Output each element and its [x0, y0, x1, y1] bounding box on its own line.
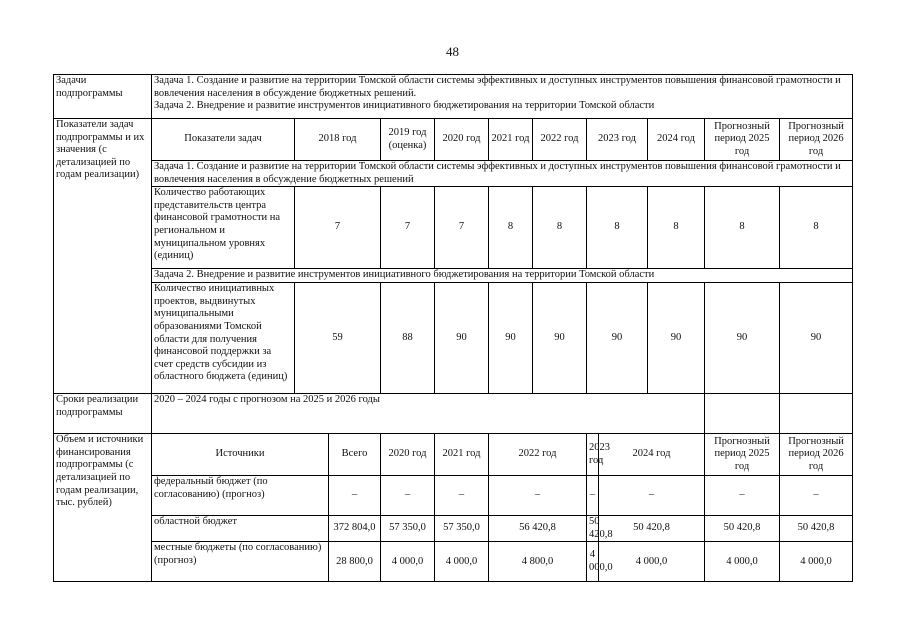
fund-row-1-source: федеральный бюджет (по согласованию) (прогноз): [152, 476, 329, 516]
ind-row-2-2018: 59: [295, 283, 381, 394]
fund-row-1-2022: –: [489, 476, 587, 516]
ind-row-1-2018: 7: [295, 187, 381, 269]
fund-header-2022: 2022 год: [489, 434, 587, 476]
ind-task-2-title: Задача 2. Внедрение и развитие инструментов инициативного бюджетирования на территории Томской области: [152, 269, 853, 283]
ind-task-1-title: Задача 1. Создание и развитие на территории Томской области системы эффективных и доступных инструментов повышения финансовой грамотности и вовлечения населения в обсуждение бюджетных решений: [152, 161, 853, 187]
fund-row-2-2026: 50 420,8: [780, 516, 853, 542]
terms-empty-2026: [780, 394, 853, 434]
fund-row-2-2024: 50 420,8: [599, 516, 705, 542]
ind-row-1-2019: 7: [381, 187, 435, 269]
fund-row-1-2024: –: [599, 476, 705, 516]
ind-row-2-2025: 90: [705, 283, 780, 394]
fund-row-3-source: местные бюджеты (по согласованию) (прогноз): [152, 542, 329, 582]
ind-row-1-name: Количество работающих представительств центра финансовой грамотности на региональном и муниципальном уровнях (единиц): [152, 187, 295, 269]
ind-header-name: Показатели задач: [152, 119, 295, 161]
ind-row-1-2023: 8: [587, 187, 648, 269]
ind-row-1-2024: 8: [648, 187, 705, 269]
fund-row-3-2023: 4 000,0: [587, 542, 599, 582]
ind-row-1-2020: 7: [435, 187, 489, 269]
fund-row-1-2025: –: [705, 476, 780, 516]
fund-row-2-2020: 57 350,0: [381, 516, 435, 542]
ind-header-2024: 2024 год: [648, 119, 705, 161]
ind-header-2023: 2023 год: [587, 119, 648, 161]
ind-header-2019: 2019 год (оценка): [381, 119, 435, 161]
ind-row-2-2022: 90: [533, 283, 587, 394]
ind-header-2026: Прогнозный период 2026 год: [780, 119, 853, 161]
ind-row-1-2021: 8: [489, 187, 533, 269]
fund-row-1-2023: –: [587, 476, 599, 516]
fund-row-2-2021: 57 350,0: [435, 516, 489, 542]
ind-header-2020: 2020 год: [435, 119, 489, 161]
fund-row-1-2021: –: [435, 476, 489, 516]
fund-row-2-2022: 56 420,8: [489, 516, 587, 542]
fund-header-2021: 2021 год: [435, 434, 489, 476]
fund-header-2026: Прогнозный период 2026 год: [780, 434, 853, 476]
fund-header-2020: 2020 год: [381, 434, 435, 476]
fund-row-3-2022: 4 800,0: [489, 542, 587, 582]
task-1-text: Задача 1. Создание и развитие на территории Томской области системы эффективных и доступных инструментов повышения финансовой грамотности и вовлечения населения в обсуждение бюджетных решений.: [154, 75, 841, 99]
ind-row-2-2019: 88: [381, 283, 435, 394]
ind-row-2-2024: 90: [648, 283, 705, 394]
ind-header-2025: Прогнозный период 2025 год: [705, 119, 780, 161]
ind-row-2-2021: 90: [489, 283, 533, 394]
subprogram-passport-table: [53, 74, 853, 582]
fund-row-1-2020: –: [381, 476, 435, 516]
terms-empty-2025: [705, 394, 780, 434]
fund-header-total: Всего: [329, 434, 381, 476]
ind-row-2-name: Количество инициативных проектов, выдвинутых муниципальными образованиями Томской области для получения финансовой поддержки за счет средств субсидии из областного бюджета (единиц): [152, 283, 295, 394]
ind-row-1-2026: 8: [780, 187, 853, 269]
fund-header-source: Источники: [152, 434, 329, 476]
terms-value: 2020 – 2024 годы с прогнозом на 2025 и 2026 годы: [152, 394, 705, 434]
fund-row-3-total: 28 800,0: [329, 542, 381, 582]
ind-row-2-2023: 90: [587, 283, 648, 394]
ind-row-2-2020: 90: [435, 283, 489, 394]
ind-row-2-2026: 90: [780, 283, 853, 394]
ind-row-1-2022: 8: [533, 187, 587, 269]
fund-row-2-source: областной бюджет: [152, 516, 329, 542]
fund-row-2-2025: 50 420,8: [705, 516, 780, 542]
fund-row-3-2025: 4 000,0: [705, 542, 780, 582]
task-2-text: Задача 2. Внедрение и развитие инструментов инициативного бюджетирования на территории Томской области: [154, 100, 655, 112]
fund-row-3-2020: 4 000,0: [381, 542, 435, 582]
terms-label: Сроки реализации подпрограммы: [54, 394, 152, 434]
fund-header-2023: 2023 год: [587, 434, 599, 476]
fund-row-3-2021: 4 000,0: [435, 542, 489, 582]
fund-header-2025: Прогнозный период 2025 год: [705, 434, 780, 476]
page-number: 48: [446, 44, 459, 59]
fund-header-2024: 2024 год: [599, 434, 705, 476]
fund-row-3-2026: 4 000,0: [780, 542, 853, 582]
fund-row-3-2024: 4 000,0: [599, 542, 705, 582]
fund-row-2-total: 372 804,0: [329, 516, 381, 542]
ind-header-2018: 2018 год: [295, 119, 381, 161]
ind-header-2021: 2021 год: [489, 119, 533, 161]
tasks-label: Задачи подпрограммы: [54, 75, 152, 119]
fund-row-2-2023: 50 420,8: [587, 516, 599, 542]
ind-row-1-2025: 8: [705, 187, 780, 269]
ind-header-2022: 2022 год: [533, 119, 587, 161]
funding-label: Объем и источники финансирования подпрограммы (с детализацией по годам реализации, тыс. рублей): [54, 434, 152, 582]
fund-row-1-total: –: [329, 476, 381, 516]
tasks-list: [152, 75, 853, 119]
indicators-label: Показатели задач подпрограммы и их значения (с детализацией по годам реализации): [54, 119, 152, 394]
fund-row-1-2026: –: [780, 476, 853, 516]
